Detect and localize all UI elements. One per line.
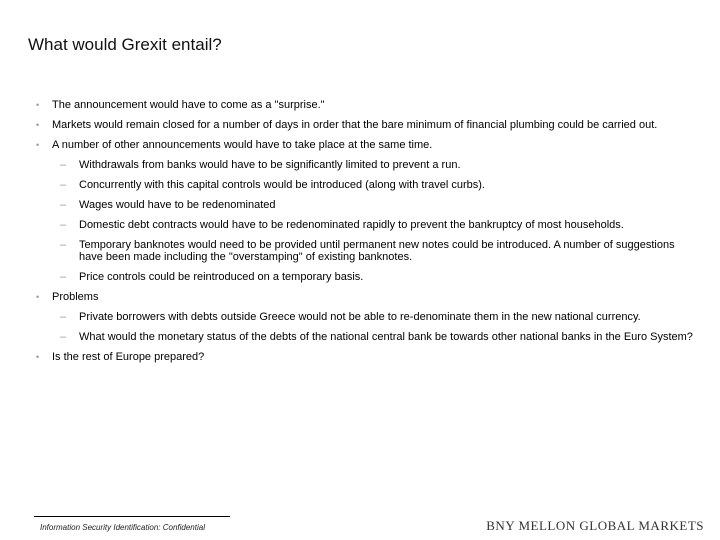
- sub-bullet-text: Concurrently with this capital controls would be introduced (along with travel curbs).: [79, 179, 485, 191]
- dash-marker: –: [60, 311, 67, 323]
- bullet-item: [36, 351, 700, 363]
- dash-marker: –: [60, 219, 67, 231]
- sub-bullet-item: [36, 179, 700, 191]
- dash-marker: –: [60, 271, 67, 283]
- bullet-item: [36, 291, 700, 303]
- footer-divider: [34, 516, 230, 517]
- sub-bullet-item: [36, 239, 700, 263]
- sub-bullet-text: Price controls could be reintroduced on a temporary basis.: [79, 271, 364, 283]
- dash-marker: –: [60, 199, 67, 211]
- bullet-list: [36, 99, 700, 371]
- dash-marker: –: [60, 331, 67, 343]
- security-classification-note: Information Security Identification: Confidential: [40, 523, 205, 532]
- sub-bullet-text: Private borrowers with debts outside Greece would not be able to re-denominate them in the new national currency.: [79, 311, 641, 323]
- sub-bullet-item: [36, 331, 700, 343]
- bullet-text: A number of other announcements would have to take place at the same time.: [52, 139, 433, 151]
- sub-bullet-item: [36, 311, 700, 323]
- bullet-item: [36, 99, 700, 111]
- bullet-text: Problems: [52, 291, 99, 303]
- bullet-marker: •: [36, 292, 40, 302]
- bullet-text: The announcement would have to come as a "surprise.": [52, 99, 325, 111]
- bullet-item: [36, 139, 700, 151]
- bullet-text: Markets would remain closed for a number of days in order that the bare minimum of financial plumbing could be carried out.: [52, 119, 658, 131]
- footer: [0, 510, 720, 540]
- sub-bullet-text: Withdrawals from banks would have to be significantly limited to prevent a run.: [79, 159, 461, 171]
- sub-bullet-item: [36, 199, 700, 211]
- bullet-marker: •: [36, 352, 40, 362]
- company-logo: BNY MELLON GLOBAL MARKETS: [486, 518, 704, 533]
- bullet-item: [36, 119, 700, 131]
- sub-bullet-text: What would the monetary status of the debts of the national central bank be towards other national banks in the Euro System?: [79, 331, 693, 343]
- bullet-marker: •: [36, 100, 40, 110]
- sub-bullet-text: Wages would have to be redenominated: [79, 199, 276, 211]
- sub-bullet-text: Domestic debt contracts would have to be redenominated rapidly to prevent the bankruptcy of most households.: [79, 219, 624, 231]
- sub-bullet-item: [36, 159, 700, 171]
- slide-title: What would Grexit entail?: [28, 35, 222, 54]
- bullet-marker: •: [36, 140, 40, 150]
- bullet-text: Is the rest of Europe prepared?: [52, 351, 205, 363]
- sub-bullet-item: [36, 219, 700, 231]
- dash-marker: –: [60, 179, 67, 191]
- dash-marker: –: [60, 159, 67, 171]
- dash-marker: –: [60, 239, 67, 251]
- bullet-marker: •: [36, 120, 40, 130]
- sub-bullet-text: Temporary banknotes would need to be provided until permanent new notes could be introduced. A number of suggestions have been made including the "overstamping" of existing banknotes.: [79, 239, 675, 263]
- sub-bullet-item: [36, 271, 700, 283]
